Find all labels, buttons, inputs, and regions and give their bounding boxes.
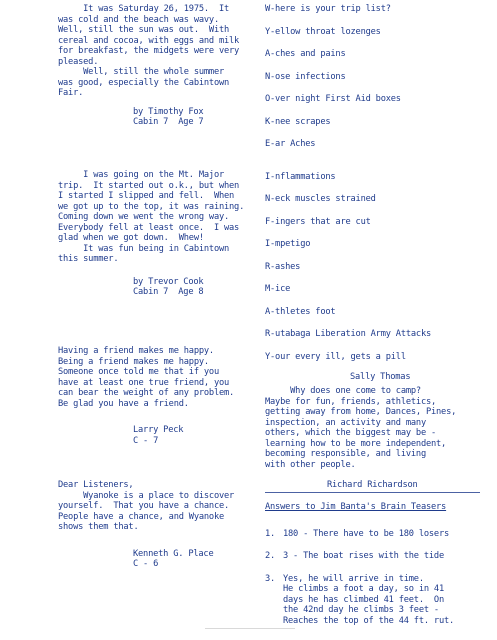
author-name: Sally Thomas [350,372,411,382]
poem-line: A-ches and pains [265,49,346,59]
author-name: by Timothy Fox [133,106,204,117]
story-timothy [58,4,258,128]
essay-line: becoming responsible, and living [265,449,426,459]
story-line: Wyanoke is a place to discover [58,490,235,501]
essay-line: learning how to be more independent, [265,438,447,449]
answer-text: the 42nd day he climbs 3 feet - [283,605,439,615]
story-line: was good, especially the Cabintown [58,77,230,88]
author-name: Larry Peck [133,425,184,435]
story-line: for breakfast, the midgets were very [58,46,240,56]
story-line: Having a friend makes me happy. [58,346,214,356]
camp-essay [265,386,490,491]
story-line: Dear Listeners, [58,480,134,490]
story-line: cereal and cocoa, with eggs and milk [58,35,240,46]
answers-title: Answers to Jim Banta's Brain Teasers [265,502,447,512]
answer-item [265,551,490,562]
story-line: Well, still the whole summer [58,67,225,77]
poem-line: N-eck muscles strained [265,194,376,204]
poem-line: W-here is your trip list? [265,4,391,14]
story-line: pleased. [58,56,99,67]
page-bottom-mark [205,628,295,637]
story-trevor [58,170,258,298]
author-info: C - 6 [133,559,159,569]
poem-line: I-mpetigo [265,239,311,249]
poem-line: R-utabaga Liberation Army Attacks [265,329,432,339]
story-line: I was going on the Mt. Major [58,170,225,180]
story-line: Be glad you have a friend. [58,398,189,409]
brain-teaser-answers [265,502,490,626]
poem-line: M-ice [265,284,291,294]
poem-line: I-nflammations [265,171,336,182]
section-divider [265,492,480,493]
story-line: Well, still the sun was out. With [58,25,230,35]
story-line: shows them that. [58,522,139,532]
author-name: Richard Richardson [327,480,418,490]
story-line: this summer. [58,254,119,264]
story-larry [58,346,258,446]
poem-line: E-ar Aches [265,139,316,149]
story-line: Coming down we went the wrong way. [58,212,230,222]
answer-text: 180 - There have to be 180 losers [283,528,450,539]
author-name: by Trevor Cook [133,276,204,287]
answer-item [265,574,490,627]
essay-line: inspection, an activity and many [265,417,426,428]
answer-text: 3 - The boat rises with the tide [283,551,444,561]
poem-line: A-thletes foot [265,306,336,317]
poem-line: O-ver night First Aid boxes [265,94,401,104]
answer-text: Reaches the top of the 44 ft. rut. [283,615,455,626]
story-line: I started I slipped and fell. When [58,191,235,201]
author-name: Kenneth G. Place [133,548,214,559]
poem-line: Y-ellow throat lozenges [265,26,381,37]
essay-line: with other people. [265,459,356,470]
poem-line: K-nee scrapes [265,116,331,127]
story-line: Someone once told me that if you [58,367,219,377]
poem-line: Y-our every ill, gets a pill [265,351,406,362]
story-line: we got up to the top, it was raining. [58,201,245,212]
story-line: glad when we got down. Whew! [58,233,204,243]
answer-number: 1. [265,528,276,539]
story-line: yourself. That you have a chance. [58,501,230,511]
story-line: Fair. [58,88,84,98]
story-line: It was Saturday 26, 1975. It [58,4,230,14]
poem-line: F-ingers that are cut [265,216,371,227]
story-line: was cold and the beach was wavy. [58,14,219,25]
acrostic-poem [265,4,490,383]
story-kenneth [58,480,258,570]
essay-line: getting away from home, Dances, Pines, [265,407,457,417]
poem-line: R-ashes [265,261,301,272]
answer-text: He climbs a foot a day, so in 41 [283,584,444,594]
essay-line: Maybe for fun, friends, athletics, [265,396,437,407]
story-line: Everybody fell at least once. I was [58,222,240,233]
story-line: trip. It started out o.k., but when [58,180,240,191]
poem-line: N-ose infections [265,71,346,82]
essay-line: Why does one come to camp? [265,386,421,396]
author-info: Cabin 7 Age 7 [133,117,204,127]
answer-text: Yes, he will arrive in time. [283,573,424,584]
answer-number: 2. [265,551,276,561]
answer-item [265,529,490,540]
author-info: C - 7 [133,435,159,446]
answer-number: 3. [265,573,276,584]
story-line: People have a chance, and Wyanoke [58,511,225,522]
story-line: Being a friend makes me happy. [58,356,209,367]
story-line: can bear the weight of any problem. [58,388,235,398]
answer-text: days he has climbed 41 feet. On [283,594,444,605]
story-line: It was fun being in Cabintown [58,243,230,254]
author-info: Cabin 7 Age 8 [133,287,204,297]
essay-line: others, which the biggest may be - [265,428,437,438]
story-line: have at least one true friend, you [58,377,230,388]
